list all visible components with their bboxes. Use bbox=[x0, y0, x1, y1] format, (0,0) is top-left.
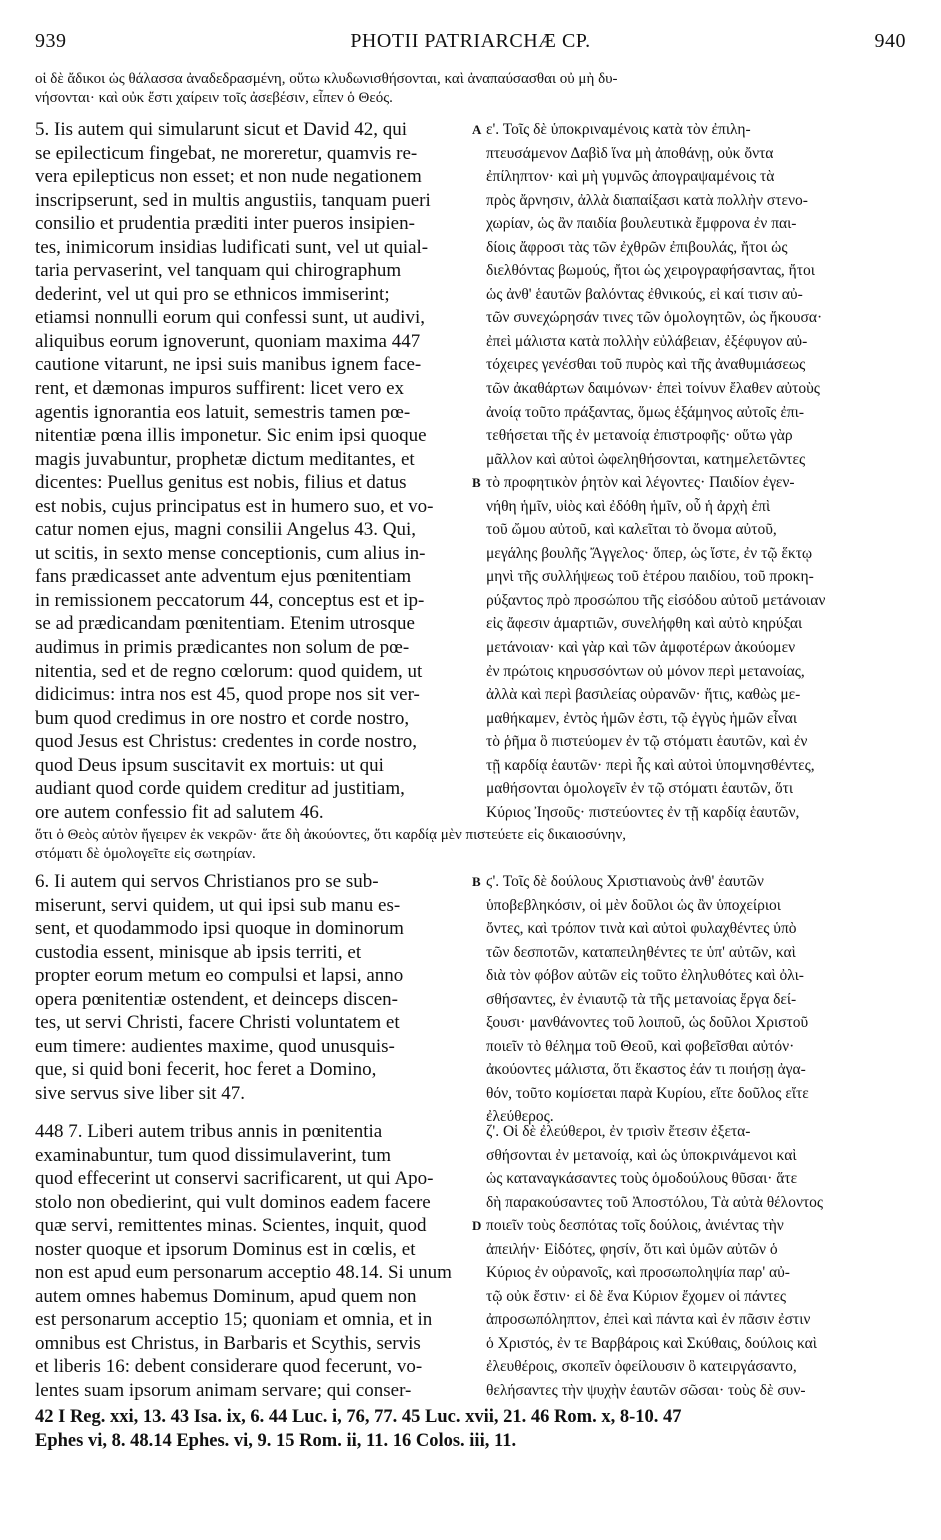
latin-line: etiamsi nonnulli eorum qui confessi sunt, ut audivi, bbox=[35, 307, 425, 329]
latin-line: inscripserunt, sed in multis angustiis, tanquam pueri bbox=[35, 189, 431, 211]
running-header bbox=[35, 30, 906, 60]
greek-line: τῶν ἀκαθάρτων δαιμόνων· ἐπεὶ τοίνυν ἔλαθεν αὐτοὺς bbox=[486, 380, 820, 398]
latin-line: taria pervaserint, vel tanquam qui chirographum bbox=[35, 260, 402, 282]
latin-line: aliquibus eorum ignoverunt, quoniam maxima 447 bbox=[35, 330, 421, 352]
latin-line: noster quoque et ipsorum Dominus est in cœlis, et bbox=[35, 1238, 416, 1260]
latin-line: consilio et prudentia præditi inter pueros insipien- bbox=[35, 213, 415, 235]
latin-line: magis juvabuntur, prophetæ dictum meditantes, et bbox=[35, 448, 415, 470]
greek-line: θελήσαντες τὴν ψυχὴν ἑαυτῶν σῶσαι· τοὺς δὲ συν- bbox=[486, 1382, 806, 1400]
greek-line: ἐπίληπτον· καὶ μὴ γυμνῶς ἀπογραψαμένοις τὰ bbox=[486, 168, 775, 186]
latin-line: didicimus: intra nos est 45, quod prope nos sit ver- bbox=[35, 684, 420, 706]
greek-line: τόχειρες γενέσθαι τοῦ πυρὸς καὶ τῆς ἀναθυμιάσεως bbox=[486, 356, 806, 374]
greek-line: σθήσαντες, ἐν ἐνιαυτῷ τὰ τῆς μετανοίας ἔργα δεί- bbox=[486, 990, 797, 1008]
greek-line: ὅτι ὁ Θεὸς αὐτὸν ἤγειρεν ἐκ νεκρῶν· ἅτε δὴ ἀκούοντες, ὅτι καρδίᾳ μὲν πιστεύετε εἰς δικαιοσύνην, bbox=[35, 827, 627, 843]
latin-line: nitentiæ pœna illis imponetur. Sic enim ipsi quoque bbox=[35, 425, 427, 447]
latin-line: catur nomen ejus, magni consilii Angelus 43. Qui, bbox=[35, 519, 417, 541]
greek-line: τῶν δεσποτῶν, καταπειληθέντες τε ὑπ' αὐτῶν, καὶ bbox=[486, 943, 796, 961]
greek-line: ὄντες, καὶ τρόπον τινὰ καὶ αὐτοὶ φυλαχθέντες ὑπὸ bbox=[486, 920, 797, 938]
greek-line: οἱ δὲ ἄδικοι ὡς θάλασσα ἀναδεδρασμένη, οὕτω κλυδωνισθήσονται, καὶ ἀναπαύσασθαι οὐ μὴ δυ- bbox=[35, 71, 618, 87]
greek-line: δίοις ἄφροσι τὰς τῶν ἐχθρῶν ἐπιβουλάς, ἤτοι ὡς bbox=[486, 238, 788, 256]
latin-line: sive servus sive liber sit 47. bbox=[35, 1082, 246, 1104]
greek-line: τῶν συνεχώρησάν τινες τῶν ὁμολογητῶν, ὡς ἤκουσα· bbox=[486, 309, 823, 327]
greek-line: εἰς ἄφεσιν ἁμαρτιῶν, συνελήφθη καὶ αὐτὸ κηρύξαι bbox=[486, 615, 803, 633]
latin-line: audiant quod corde quidem creditur ad justitiam, bbox=[35, 778, 405, 800]
latin-line: est nobis, cujus principatus est in humero suo, et vo- bbox=[35, 495, 434, 517]
greek-line: πτευσάμενον Δαβὶδ ἵνα μὴ ἀποθάνῃ, οὐκ ὄντα bbox=[486, 144, 774, 162]
latin-line: 6. Ii autem qui servos Christianos pro se sub- bbox=[35, 871, 379, 892]
footnote-line: 42 I Reg. xxi, 13. 43 Isa. ix, 6. 44 Luc. i, 76, 77. 45 Luc. xvii, 21. 46 Rom. x, 8-10. 47 bbox=[35, 1407, 682, 1427]
latin-line: quod effecerint ut conservi sacrificarent, ut qui Apo- bbox=[35, 1168, 434, 1190]
greek-line: ἐλευθέροις, σκοπεῖν ὀφείλουσιν ὃ κατειργάσαντο, bbox=[486, 1358, 797, 1376]
greek-line: ἐν πρώτοις κηρυσσόντων οὐ μόνον περὶ μετανοίας, bbox=[486, 662, 805, 680]
greek-line: ἀλλὰ καὶ περὶ βασιλείας οὐρανῶν· ἥτις, καθὼς με- bbox=[486, 686, 801, 704]
latin-line: bum quod credimus in ore nostro et corde nostro, bbox=[35, 707, 410, 729]
greek-line: μεγάλης βουλῆς Ἄγγελος· ὅπερ, ὡς ἴστε, ἐν τῷ ἕκτῳ bbox=[486, 544, 813, 562]
greek-line: χωρίαν, ὡς ἂν παιδία βουλευτικὰ ἔμφρονα ἐν παι- bbox=[486, 215, 797, 233]
greek-continuation-top bbox=[35, 70, 909, 108]
latin-line: rent, et dæmonas impuros suffirent: licet vero ex bbox=[35, 378, 405, 400]
greek-column-section-6 bbox=[486, 870, 911, 1129]
greek-line: ὡς καταναγκάσαντες τοὺς ὁμοδούλους θῦσαι· ἅτε bbox=[486, 1170, 798, 1188]
latin-line: stolo non obedierint, qui vult dominos eadem facere bbox=[35, 1191, 431, 1213]
greek-line: ε'. Τοῖς δὲ ὑποκριναμένοις κατὰ τὸν ἐπιλη- bbox=[486, 121, 751, 138]
latin-line: agentis ignorantia eos latuit, semestris tamen pœ- bbox=[35, 401, 411, 423]
latin-line: est personarum acceptio 15; quoniam et omnia, et in bbox=[35, 1309, 433, 1331]
latin-line: propter eorum metum eo compulsi et lapsi, anno bbox=[35, 965, 404, 987]
latin-line: vera epilepticus non esset; et non nude negationem bbox=[35, 166, 422, 188]
greek-continuation-middle bbox=[35, 826, 909, 864]
latin-line: et liberis 16: debent considerare quod fecerunt, vo- bbox=[35, 1356, 423, 1378]
greek-line: ἐλεύθερος. bbox=[486, 1108, 554, 1126]
latin-line: custodia essent, minisque ab ipsis territi, et bbox=[35, 941, 362, 963]
greek-line: ποιεῖν τοὺς δεσπότας τοῖς δούλοις, ἀνιέντας τὴν bbox=[486, 1217, 784, 1235]
latin-line: ut scitis, in sexto mense conceptionis, cum alius in- bbox=[35, 542, 426, 564]
greek-line: ὡς ἀνθ' ἑαυτῶν βαλόντας ἐθνικούς, εἰ καί τισιν αὐ- bbox=[486, 285, 803, 303]
greek-line: σθήσονται ἐν μετανοίᾳ, καὶ ὡς ὑποκρινάμενοι καὶ bbox=[486, 1146, 797, 1164]
latin-line: omnibus est Christus, in Barbaris et Scythis, servis bbox=[35, 1332, 421, 1354]
page-title: PHOTII PATRIARCHÆ CP. bbox=[350, 30, 591, 52]
greek-line: μαθήσονται ὁμολογεῖν ἐν τῷ στόματι ἑαυτῶν, ὅτι bbox=[486, 780, 794, 798]
greek-line: ὑποβεβληκόσιν, οἱ μὲν δοῦλοι ὡς ἂν ὑποχείριοι bbox=[486, 896, 781, 914]
greek-line: μᾶλλον καὶ αὐτοὶ ὠφεληθήσονται, κατημελετῶντες bbox=[486, 450, 806, 468]
greek-line: ἀπροσωπόληπτον, ἐπεὶ καὶ πάντα καὶ ἐν πᾶσιν ἐστιν bbox=[486, 1311, 811, 1329]
greek-line: Κύριος Ἰησοῦς· πιστεύοντες ἐν τῇ καρδίᾳ ἑαυτῶν, bbox=[486, 803, 800, 821]
greek-line: ἀπειλήν· Εἰδότες, φησίν, ὅτι καὶ ὑμῶν αὐτῶν ὁ bbox=[486, 1240, 778, 1258]
greek-column-section-7 bbox=[486, 1120, 911, 1403]
greek-line: Κύριος ἐν οὐρανοῖς, καὶ προσωποληψία παρ' αὐ- bbox=[486, 1264, 790, 1282]
greek-line: τῇ καρδίᾳ ἑαυτῶν· περὶ ἧς καὶ αὐτοὶ ὑπομνησθέντες, bbox=[486, 756, 815, 774]
right-page-number: 940 bbox=[874, 30, 906, 52]
greek-line: θόν, τοῦτο κομίσεται παρὰ Κυρίου, εἴτε δοῦλος εἴτε bbox=[486, 1084, 809, 1102]
greek-line: τῷ οὐκ ἔστιν· εἰ δὲ ἕνα Κύριον ἔχομεν οἱ πάντες bbox=[486, 1287, 787, 1305]
greek-line: νήσονται· καὶ οὐκ ἔστι χαίρειν τοῖς ἀσεβέσιν, εἶπεν ὁ Θεός. bbox=[35, 90, 393, 106]
latin-line: lentes suam ipsorum animam servare; qui conser- bbox=[35, 1380, 412, 1402]
greek-line: νήθη ἡμῖν, υἱὸς καὶ ἐδόθη ἡμῖν, οὗ ἡ ἀρχὴ ἐπὶ bbox=[486, 497, 771, 515]
latin-line: fans prædicasset ante adventum ejus pœnitentiam bbox=[35, 566, 412, 588]
latin-line: quæ servi, remittentes minas. Scientes, inquit, quod bbox=[35, 1215, 427, 1237]
greek-line: ξουσι· μανθάνοντες τοῦ λοιποῦ, ὡς δοῦλοι Χριστοῦ bbox=[486, 1014, 809, 1032]
greek-line: δὴ παρακούσαντες τοῦ Ἀποστόλου, Τὰ αὐτὰ θέλοντος bbox=[486, 1193, 824, 1211]
greek-line: ϛ'. Τοῖς δὲ δούλους Χριστιανοὺς ἀνθ' ἑαυτῶν bbox=[486, 873, 764, 890]
latin-line: quod Deus ipsum suscitavit ex mortuis: ut qui bbox=[35, 754, 384, 776]
greek-line: ἀκούοντες μάλιστα, ὅτι ἕκαστος ἐάν τι ποιήσῃ ἀγα- bbox=[486, 1061, 806, 1079]
greek-line: τὸ προφητικὸν ῥητὸν καὶ λέγοντες· Παιδίον ἐγεν- bbox=[486, 474, 795, 492]
latin-line: autem omnes habemus Dominum, apud quem non bbox=[35, 1285, 417, 1307]
latin-line: cautione vitarunt, ne ipsi suis manibus ignem face- bbox=[35, 354, 422, 376]
margin-letter-d: D bbox=[472, 1218, 482, 1233]
greek-line: τεθήσεται τῆς ἐν μετανοίᾳ ἐπιστροφῆς· οὕτω γὰρ bbox=[486, 427, 793, 445]
greek-line: ποιεῖν τὸ θέλημα τοῦ Θεοῦ, καὶ φοβεῖσθαι αὐτόν· bbox=[486, 1037, 795, 1055]
latin-line: dicentes: Puellus genitus est nobis, filius et datus bbox=[35, 472, 407, 494]
greek-line: διὰ τὸν φόβον αὐτῶν εἰς τοῦτο ἐληλυθότες καὶ ὀλι- bbox=[486, 967, 804, 985]
greek-line: διελθόντας βωμούς, ἤτοι ὡς χειρογραφήσαντας, ἤτοι bbox=[486, 262, 815, 280]
latin-line: ore autem confessio fit ad salutem 46. bbox=[35, 801, 324, 823]
latin-line: dederint, vel ut qui pro se ethnicos immiserint; bbox=[35, 283, 390, 305]
margin-letter-b: B bbox=[472, 475, 481, 490]
margin-letter-a: A bbox=[472, 122, 482, 137]
latin-column-section-5 bbox=[35, 118, 470, 824]
greek-line: μετάνοιαν· καὶ γὰρ καὶ τῶν ἀμφοτέρων ἀκούομεν bbox=[486, 639, 796, 657]
greek-line: ἀνοίᾳ τοῦτο πράξαντας, ὅμως ἑξάμηνος αὐτοῖς ἐπι- bbox=[486, 403, 804, 421]
greek-line: ὁ Χριστός, ἐν τε Βαρβάροις καὶ Σκύθαις, δούλοις καὶ bbox=[486, 1334, 817, 1352]
latin-line: tes, inimicorum insidias ludificati sunt, vel ut quial- bbox=[35, 236, 429, 258]
latin-line: se epilecticum fingebat, ne moreretur, quamvis re- bbox=[35, 142, 418, 164]
greek-line: τὸ ῥῆμα ὃ πιστεύομεν ἐν τῷ στόματι ἑαυτῶν, καὶ ἐν bbox=[486, 733, 808, 751]
margin-letter-b-second: B bbox=[472, 874, 481, 889]
footnotes bbox=[35, 1405, 909, 1453]
left-page-number: 939 bbox=[35, 30, 67, 52]
latin-line: 5. Iis autem qui simularunt sicut et David 42, qui bbox=[35, 119, 408, 140]
latin-line: examinabuntur, tum quod dissimulaverint, tum bbox=[35, 1144, 391, 1166]
latin-column-section-7 bbox=[35, 1120, 470, 1403]
greek-line: ρύξαντος πρὸ προσώπου τῆς εἰσόδου αὐτοῦ μετάνοιαν bbox=[486, 591, 826, 609]
latin-line: tes, ut servi Christi, facere Christi voluntatem et bbox=[35, 1012, 400, 1034]
latin-line: sent, et quodammodo ipsi quoque in dominorum bbox=[35, 918, 404, 940]
latin-line: nitentia, sed et de regno cœlorum: quod quidem, ut bbox=[35, 660, 423, 682]
latin-line: 448 7. Liberi autem tribus annis in pœnitentia bbox=[35, 1121, 383, 1142]
greek-column-section-5 bbox=[486, 118, 911, 824]
latin-line: quod Jesus est Christus: credentes in corde nostro, bbox=[35, 731, 418, 753]
latin-line: se ad prædicandam pœnitentiam. Etenim utrosque bbox=[35, 613, 415, 635]
greek-line: μηνὶ τῆς συλλήψεως τοῦ ἑτέρου παιδίου, τοῦ προκη- bbox=[486, 568, 814, 586]
latin-line: miserunt, servi quidem, ut qui ipsi sub manu es- bbox=[35, 894, 401, 916]
latin-line: que, si quid boni fecerit, hoc feret a Domino, bbox=[35, 1059, 377, 1081]
latin-line: non est apud eum personarum acceptio 48.14. Si unum bbox=[35, 1262, 452, 1284]
greek-line: τοῦ ὤμου αὐτοῦ, καὶ καλεῖται τὸ ὄνομα αὐτοῦ, bbox=[486, 521, 777, 539]
greek-line: ζ'. Οἱ δὲ ἐλεύθεροι, ἐν τρισὶν ἔτεσιν ἐξετα- bbox=[486, 1123, 751, 1140]
greek-line: στόματι δὲ ὁμολογεῖτε εἰς σωτηρίαν. bbox=[35, 846, 256, 862]
footnote-line: Ephes vi, 8. 48.14 Ephes. vi, 9. 15 Rom. ii, 11. 16 Colos. iii, 11. bbox=[35, 1431, 517, 1451]
greek-line: πρὸς ἄρνησιν, ἀλλὰ διαπαίξασι κατὰ πολλὴν στενο- bbox=[486, 191, 808, 209]
latin-line: eum timere: audientes maxime, quod unusquis- bbox=[35, 1035, 395, 1057]
greek-line: μαθήκαμεν, ἐντὸς ἡμῶν ἐστι, τῷ ἐγγὺς ἡμῶν εἶναι bbox=[486, 709, 798, 727]
latin-line: audimus in primis prædicantes non solum de pœ- bbox=[35, 637, 410, 659]
greek-line: ἐπεὶ μάλιστα κατὰ πολλὴν εὐλάβειαν, ἐξέφυγον αὐ- bbox=[486, 332, 808, 350]
latin-line: opera pœnitentiæ ostendent, et deinceps discen- bbox=[35, 988, 399, 1010]
latin-line: in remissionem peccatorum 44, conceptus est et ip- bbox=[35, 589, 425, 611]
latin-column-section-6 bbox=[35, 870, 470, 1105]
